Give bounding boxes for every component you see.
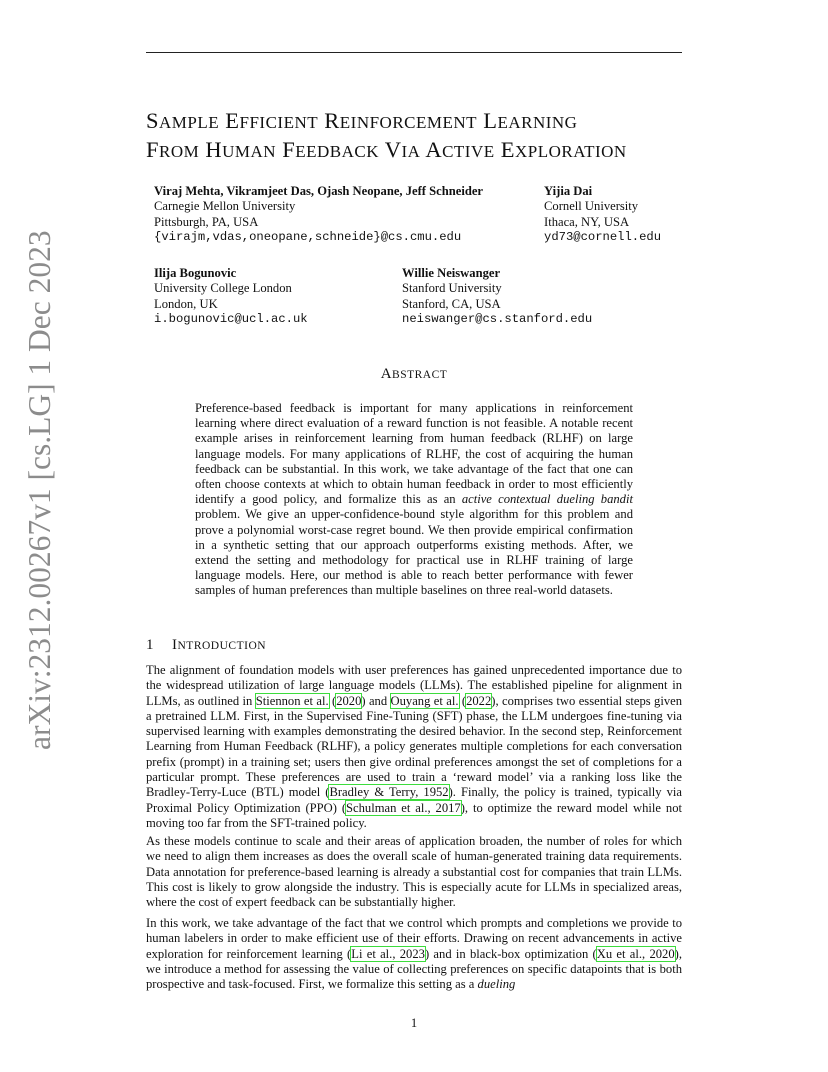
section-number: 1	[146, 637, 154, 653]
author-email[interactable]: yd73@cornell.edu	[544, 230, 662, 245]
section-title: INTRODUCTION	[172, 637, 267, 653]
author-email[interactable]: {virajm,vdas,oneopane,schneide}@cs.cmu.edu	[154, 230, 462, 245]
author-affiliation: University College London	[154, 281, 292, 296]
title-line-2: FROM HUMAN FEEDBACK VIA ACTIVE EXPLORATION	[146, 137, 627, 162]
author-location: Pittsburgh, PA, USA	[154, 214, 259, 229]
abstract-heading: ABSTRACT	[380, 366, 448, 382]
author-names: Viraj Mehta, Vikramjeet Das, Ojash Neopane, Jeff Schneider	[154, 184, 484, 198]
abstract-emphasis: active contextual dueling bandit	[461, 492, 633, 507]
citation-link[interactable]: Li et al., 2023	[351, 946, 425, 961]
text: ) and	[361, 693, 391, 708]
citation-link[interactable]: Schulman et al., 2017	[346, 800, 461, 815]
arxiv-sidebar	[21, 230, 59, 750]
abstract-part: problem. We give an upper-confidence-bound style algorithm for this problem and prove a polynomial worst-case regret bound. We then provide empirical confirmation in a synthetic setting that our approach outperforms existing methods. After, we extend the setting and methodology for practical use in RLHF training of large language models. Here, our method is able to reach better performance with fewer samples of human preferences than multiple baselines on three real-world datasets.	[195, 507, 633, 598]
citation-link[interactable]: Ouyang et al.	[390, 693, 459, 708]
citation-link[interactable]: Xu et al., 2020	[596, 946, 675, 961]
author-location: London, UK	[154, 296, 218, 311]
text: (	[328, 693, 337, 708]
citation-link[interactable]: Bradley & Terry, 1952	[329, 785, 449, 800]
author-block-ucl	[154, 266, 308, 328]
citation-link[interactable]: Stiennon et al.	[255, 693, 329, 708]
author-names: Ilija Bogunovic	[154, 266, 237, 280]
author-affiliation: Cornell University	[544, 199, 639, 214]
top-rule	[146, 52, 682, 53]
author-names: Willie Neiswanger	[402, 266, 501, 280]
author-block-cmu	[154, 184, 483, 246]
page-number: 1	[410, 1016, 418, 1030]
paper-title	[146, 107, 706, 165]
text: ). Finally, the policy is trained, typically via Proximal Policy Optimization (PPO) (	[146, 785, 682, 815]
text: ), comprises two essential steps given a pretrained LLM. First, in the Supervised Fine-Tuning (SFT) phase, the LLM undergoes fine-tuning via supervised learning with examples demonstrating the desired behavior. In the second step, Reinforcement Learning from Human Feedback (RLHF), a policy generates multiple completions for each conversation prefix (prompt) in a training set; users then give ordinal preferences amongst the set of completions for a particular prompt. These preferences are used to train a ‘reward model’ via a ranking loss like the Bradley-Terry-Luce (BTL) model (	[146, 693, 683, 800]
intro-paragraph-3	[146, 916, 682, 992]
title-line-1: SAMPLE EFFICIENT REINFORCEMENT LEARNING	[146, 108, 578, 133]
text: As these models continue to scale and their areas of application broaden, the number of roles for which we need to align them increases as does the overall scale of human-generated training data requirements. Data annotation for preference-based learning is already a substantial cost for companies that train LLMs. This cost is likely to grow alongside the industry. This is especially acute for LLMs in specialized areas, where the cost of expert feedback can be substantially higher.	[146, 834, 682, 910]
citation-link[interactable]: 2022	[466, 693, 492, 708]
abstract-part: Preference-based feedback is important for many applications in reinforcement learning where direct evaluation of a reward function is not feasible. A notable recent example arises in reinforcement learning from human feedback (RLHF) on large language models. For many applications of RLHF, the cost of acquiring the human feedback can be substantial. In this work, we take advantage of the fact that one can often choose contexts at which to obtain human feedback in order to most efficiently identify a good policy, and formalize this as an	[195, 401, 633, 507]
intro-paragraph-2	[146, 834, 682, 910]
author-affiliation: Carnegie Mellon University	[154, 199, 296, 214]
arxiv-identifier: arXiv:2312.00267v1 [cs.LG] 1 Dec 2023	[22, 230, 57, 750]
citation-link[interactable]: 2020	[336, 693, 362, 708]
author-email[interactable]: i.bogunovic@ucl.ac.uk	[154, 312, 308, 327]
text: In this work, we take advantage of the fact that we control which prompts and completions we provide to human labelers in order to make efficient use of their efforts. Drawing on recent advancements in active exploration for reinforcement learning (	[146, 916, 682, 961]
intro-paragraph-1	[146, 663, 682, 831]
text: (	[458, 693, 467, 708]
author-names: Yijia Dai	[544, 184, 593, 198]
author-location: Ithaca, NY, USA	[544, 214, 630, 229]
author-location: Stanford, CA, USA	[402, 296, 501, 311]
abstract-text	[195, 401, 633, 599]
text: ) and in black-box optimization (	[424, 946, 597, 961]
text: The alignment of foundation models with user preferences has gained unprecedented importance due to the widespread utilization of large language models (LLMs). The established pipeline for alignment in LLMs, as outlined in	[146, 663, 682, 708]
text: ), to optimize the reward model while not moving too far from the SFT-trained policy.	[146, 800, 682, 830]
author-affiliation: Stanford University	[402, 281, 502, 296]
text: ), we introduce a method for assessing the value of collecting preferences on specific datapoints that is both prospective and task-focused. First, we formalize this setting as a	[146, 946, 682, 992]
author-email[interactable]: neiswanger@cs.stanford.edu	[402, 312, 593, 327]
emphasis: dueling	[477, 977, 516, 992]
section-heading	[146, 637, 266, 654]
author-block-stanford	[402, 266, 592, 328]
author-block-cornell	[544, 184, 661, 246]
